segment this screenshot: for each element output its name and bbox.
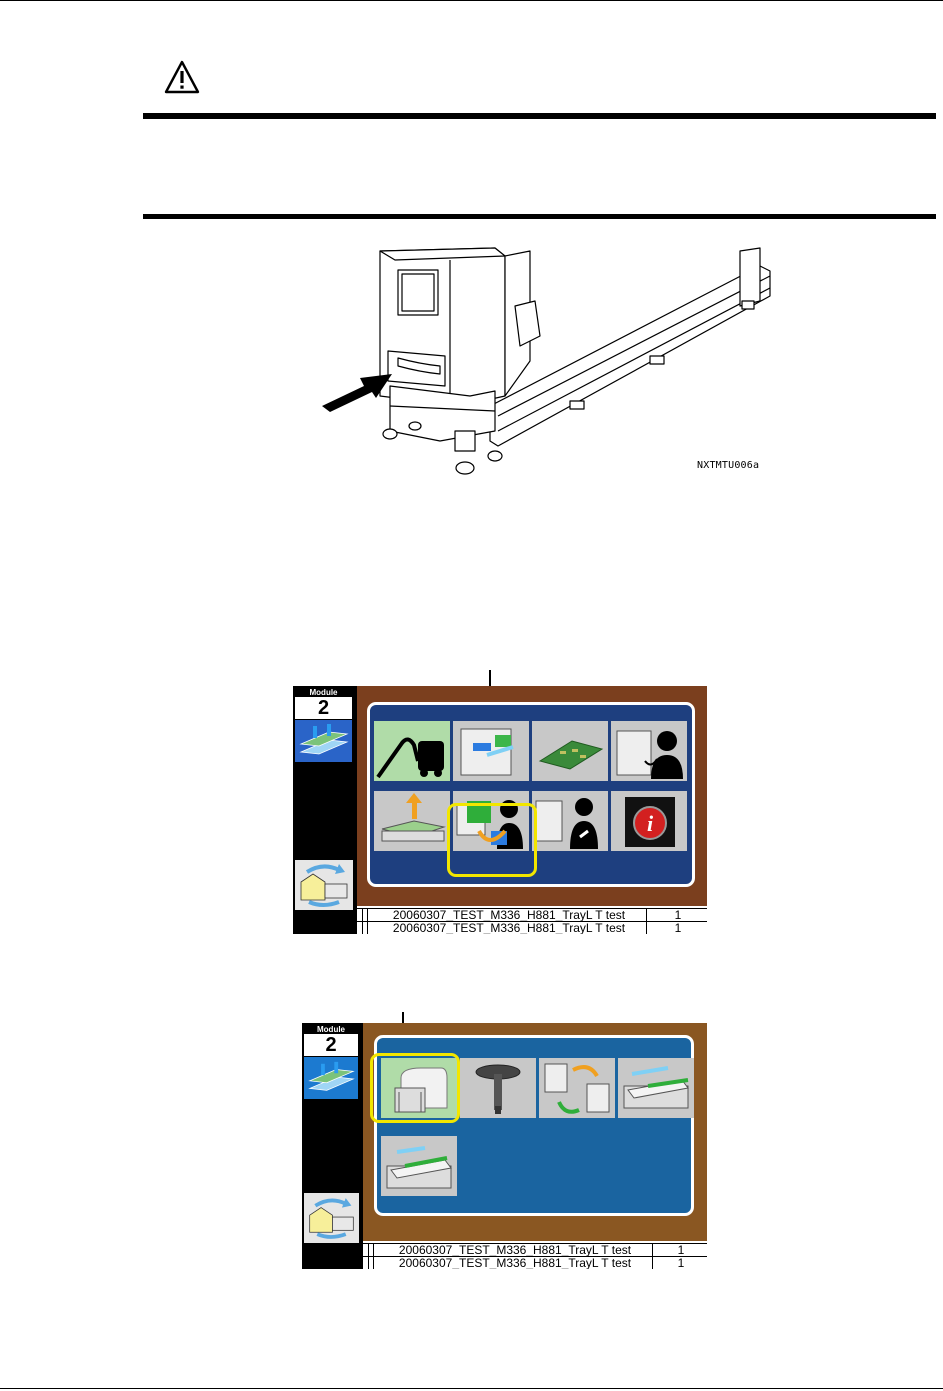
home-button[interactable] <box>304 1193 359 1243</box>
menu-tile-5[interactable] <box>374 791 450 851</box>
unit-swap-icon <box>539 1058 615 1118</box>
submenu-screen <box>302 1023 707 1269</box>
menu-tile-2[interactable] <box>453 721 529 781</box>
submenu-tile-4[interactable] <box>618 1058 694 1118</box>
information-icon <box>611 791 687 851</box>
highlight-frame <box>370 1053 460 1123</box>
tray-push-in-icon <box>381 1136 457 1196</box>
row-gutter <box>363 1257 369 1269</box>
warning-triangle-icon <box>163 59 201 95</box>
menu-tile-7[interactable] <box>532 791 608 851</box>
module-label: Module <box>304 1025 358 1034</box>
side-panel <box>302 1023 361 1269</box>
photo-caption: NXTMTU006a <box>697 460 760 471</box>
submenu-tile-3[interactable] <box>539 1058 615 1118</box>
menu-tile-4[interactable] <box>611 721 687 781</box>
tray-pull-out-icon <box>618 1058 694 1118</box>
warning-rule-top <box>143 113 936 119</box>
menu-tile-8[interactable] <box>611 791 687 851</box>
module-label: Module <box>295 688 352 697</box>
list-item[interactable] <box>363 1256 707 1269</box>
program-name: 20060307_TEST_M336_H881_TrayL T test <box>373 1257 653 1269</box>
row-gutter <box>357 922 363 934</box>
list-item[interactable] <box>357 908 707 921</box>
submenu-tile-2[interactable] <box>460 1058 536 1118</box>
program-count: 1 <box>674 908 682 922</box>
maintenance-technician-icon <box>532 791 608 851</box>
tray-lift-icon <box>374 791 450 851</box>
home-switch-icon <box>295 860 353 910</box>
home-button[interactable] <box>295 860 353 910</box>
program-count: 1 <box>677 1256 685 1269</box>
module-number: 2 <box>304 1034 358 1056</box>
head-transfer-icon <box>453 721 529 781</box>
top-rule <box>0 0 943 1</box>
highlight-frame <box>447 803 537 877</box>
list-item[interactable] <box>363 1243 707 1256</box>
circuit-board-icon <box>532 721 608 781</box>
submenu-tile-5[interactable] <box>381 1136 457 1196</box>
program-count: 1 <box>677 1243 685 1257</box>
conveyor-icon <box>304 1057 358 1099</box>
home-switch-icon <box>304 1193 359 1243</box>
svg-text:i: i <box>646 811 654 836</box>
program-name: 20060307_TEST_M336_H881_TrayL T test <box>367 909 647 922</box>
program-list <box>363 1241 707 1269</box>
program-count: 1 <box>674 921 682 934</box>
program-name: 20060307_TEST_M336_H881_TrayL T test <box>367 922 647 934</box>
warning-rule-bottom <box>143 214 936 219</box>
menu-tile-3[interactable] <box>532 721 608 781</box>
module-select-button[interactable] <box>304 1057 358 1099</box>
side-panel <box>293 686 355 934</box>
list-item[interactable] <box>357 921 707 934</box>
program-name: 20060307_TEST_M336_H881_TrayL T test <box>373 1244 653 1257</box>
vacuum-icon <box>374 721 450 781</box>
operator-check-icon <box>611 721 687 781</box>
bottom-rule <box>0 1388 943 1389</box>
menu-tile-1[interactable] <box>374 721 450 781</box>
conveyor-icon <box>295 720 352 762</box>
program-list <box>357 906 707 934</box>
nozzle-icon <box>460 1058 536 1118</box>
machine-illustration <box>320 246 790 478</box>
module-select-button[interactable] <box>295 720 352 762</box>
menu-screen <box>293 686 707 934</box>
module-number: 2 <box>295 697 352 719</box>
